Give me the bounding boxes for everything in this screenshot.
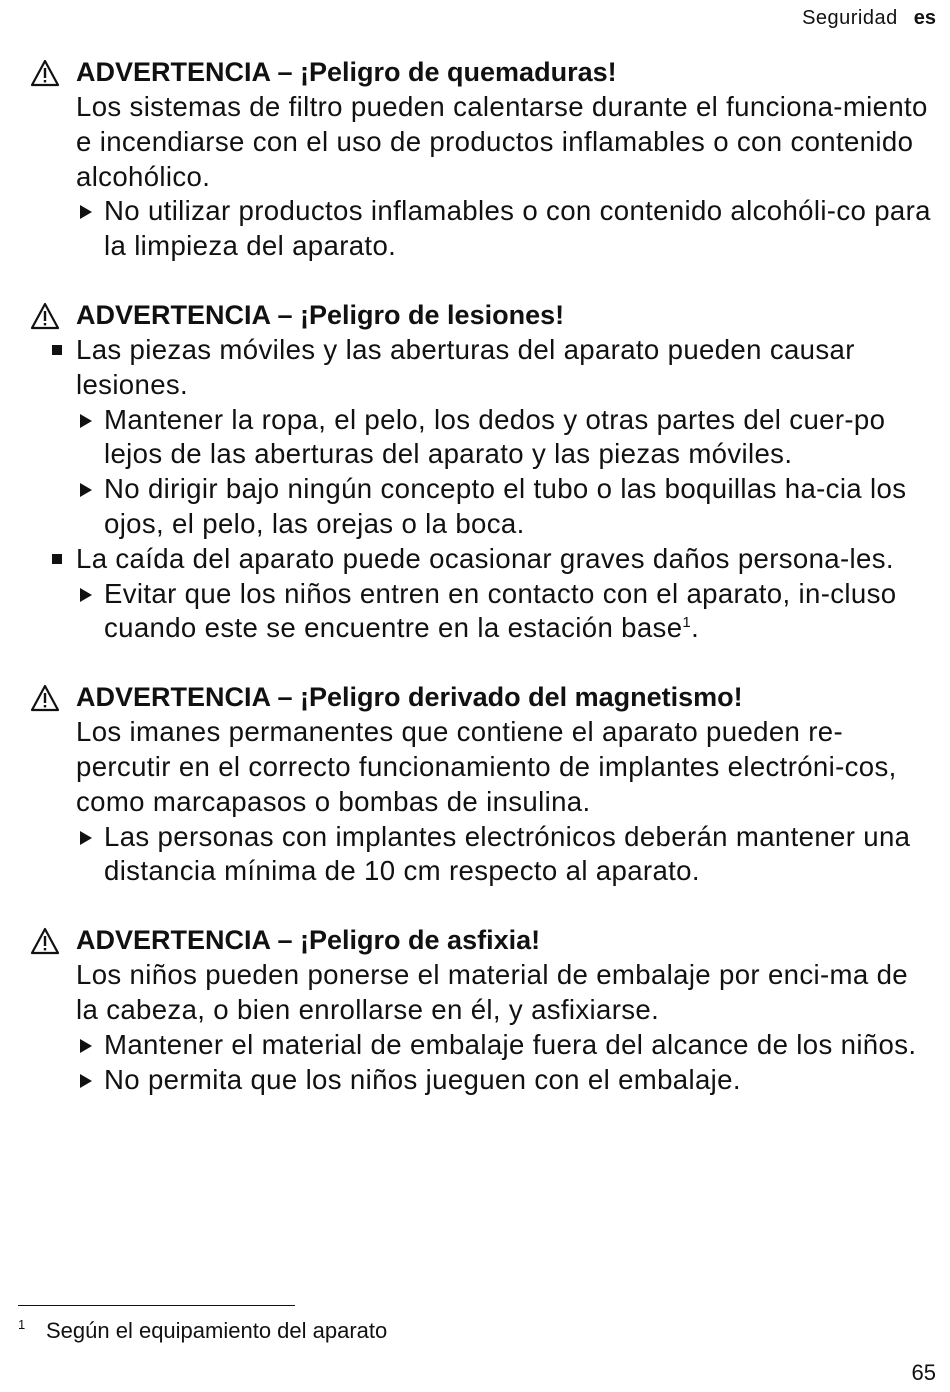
action-text: Evitar que los niños entren en contacto con el aparato, in-cluso cuando este se encuentre en la estación base: [104, 577, 897, 644]
warning-suffocation: [0, 923, 950, 1097]
square-bullet-icon: [52, 554, 62, 564]
bullet-text: La caída del aparato puede ocasionar graves daños persona-les.: [76, 542, 894, 574]
warning-triangle-icon: [30, 927, 60, 955]
warning-paragraph: Los niños pueden ponerse el material de embalaje por enci-ma de la cabeza, o bien enrollarse en él, y asfixiarse.: [76, 959, 908, 1025]
section-title: Seguridad: [802, 7, 898, 29]
action-text: No utilizar productos inflamables o con contenido alcohóli-co para la limpieza del aparato.: [104, 195, 931, 262]
action-text: No dirigir bajo ningún concepto el tubo o las boquillas ha-cia los ojos, el pelo, las orejas o la boca.: [104, 473, 907, 539]
warning-title: ADVERTENCIA – ¡Peligro de lesiones!: [76, 299, 565, 330]
warning-paragraph: Los imanes permanentes que contiene el aparato pueden re-percutir en el correcto funcionamiento de implantes electróni-cos, como marcapasos o bombas de insulina.: [76, 716, 897, 817]
warning-paragraph: Los sistemas de filtro pueden calentarse durante el funciona-miento e incendiarse con el uso de productos inflamables o con contenido alcohólico.: [76, 91, 928, 192]
warning-triangle-icon: [30, 302, 60, 330]
warning-heading: [0, 298, 950, 333]
triangle-right-arrow-icon: [80, 1074, 92, 1088]
safety-content: [0, 55, 950, 1131]
action-text: Las personas con implantes electrónicos deberán mantener una distancia mínima de 10 cm respecto al aparato.: [104, 820, 911, 887]
triangle-right-arrow-icon: [80, 1039, 92, 1053]
action-text: Mantener el material de embalaje fuera del alcance de los niños.: [104, 1028, 917, 1060]
action-item: [0, 403, 950, 473]
action-text: No permita que los niños jueguen con el embalaje.: [104, 1063, 741, 1095]
action-item: Evitar que los niños entren en contacto con el aparato, in-cluso cuando este se encuentre en la estación base$^1$.: [0, 577, 950, 647]
action-item: [0, 194, 950, 264]
triangle-right-arrow-icon: [80, 483, 92, 497]
triangle-right-arrow-icon: [80, 831, 92, 845]
language-code: es: [913, 7, 936, 29]
warning-heading: [0, 680, 950, 715]
footnote-text: Según el equipamiento del aparato: [46, 1318, 388, 1343]
page-number: 65: [911, 1360, 936, 1385]
running-header: [802, 6, 936, 30]
triangle-right-arrow-icon: [80, 588, 92, 602]
warning-title: ADVERTENCIA – ¡Peligro de asfixia!: [76, 925, 541, 956]
action-text: Mantener la ropa, el pelo, los dedos y otras partes del cuer-po lejos de las aberturas del aparato y las piezas móviles.: [104, 403, 886, 470]
action-item: [0, 1028, 950, 1063]
footnote-divider: [18, 1305, 295, 1306]
warning-injuries: [0, 298, 950, 646]
warning-title: ADVERTENCIA – ¡Peligro derivado del magnetismo!: [76, 682, 743, 713]
footnote: [18, 1317, 387, 1345]
square-bullet-icon: [52, 345, 62, 355]
bullet-item: [0, 333, 950, 403]
action-item: [0, 472, 950, 542]
warning-burns: [0, 55, 950, 264]
triangle-right-arrow-icon: [80, 205, 92, 219]
footnote-reference[interactable]: 1: [682, 614, 692, 632]
footnote-number: 1: [18, 1317, 26, 1332]
warning-magnetism: [0, 680, 950, 889]
warning-triangle-icon: [30, 684, 60, 712]
warning-heading: [0, 923, 950, 958]
action-item: [0, 1063, 950, 1098]
warning-triangle-icon: [30, 59, 60, 87]
action-item: [0, 820, 950, 890]
bullet-item: [0, 542, 950, 577]
warning-title: ADVERTENCIA – ¡Peligro de quemaduras!: [76, 57, 617, 87]
warning-heading: [0, 55, 950, 90]
triangle-right-arrow-icon: [80, 414, 92, 428]
bullet-text: Las piezas móviles y las aberturas del aparato pueden causar lesiones.: [76, 333, 855, 400]
